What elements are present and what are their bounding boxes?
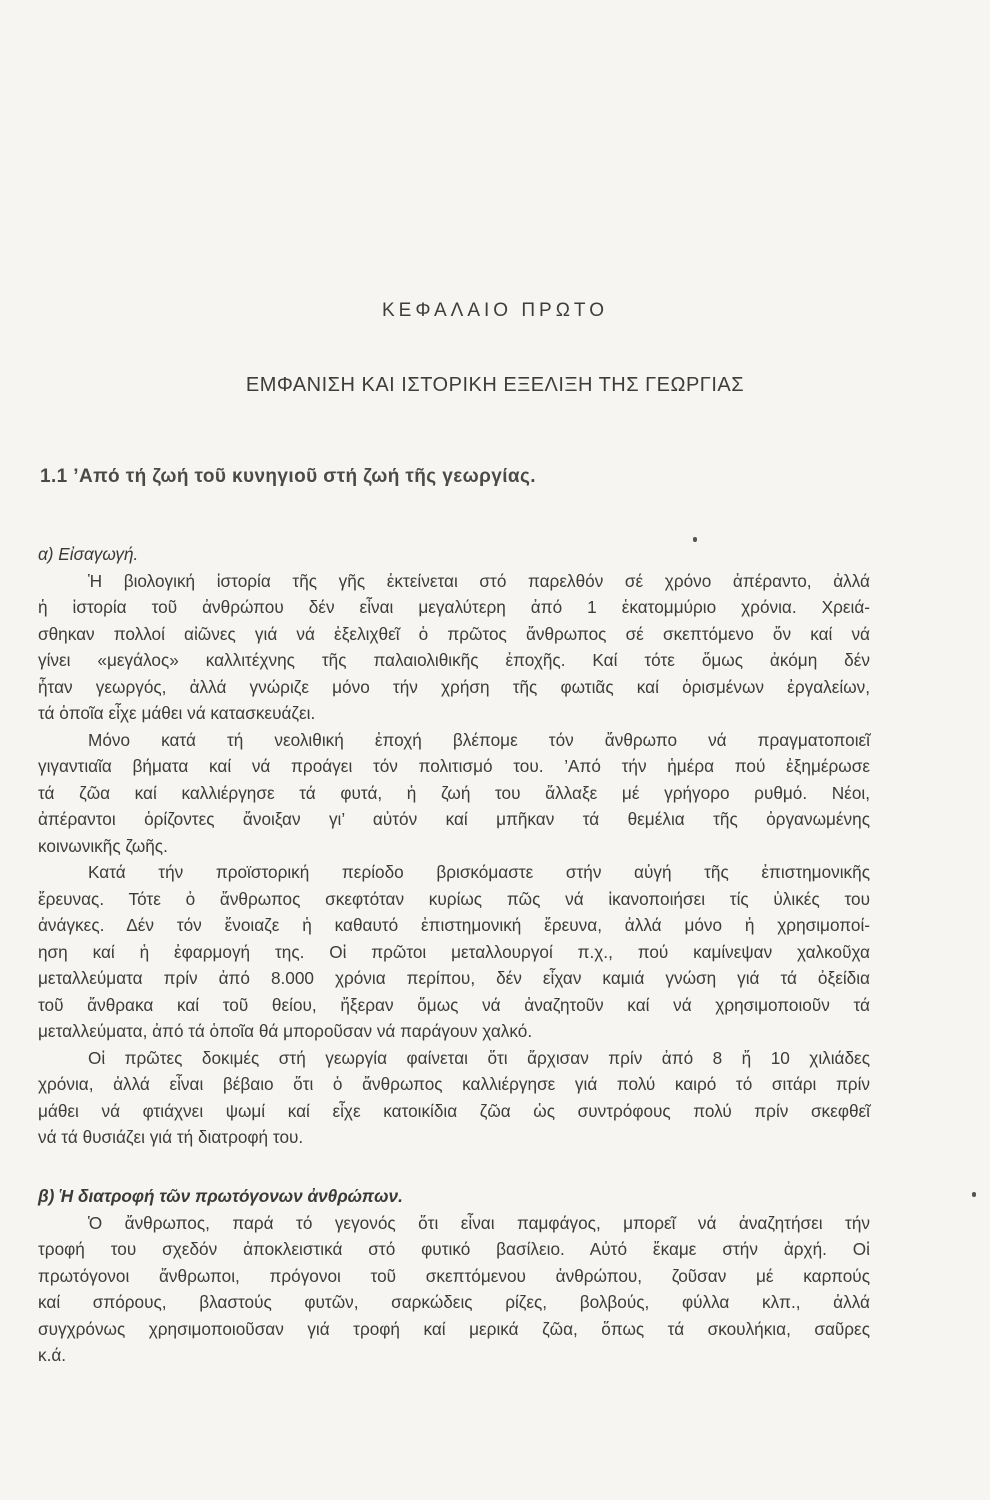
- paragraph-line: ἀπέραντοι ὁρίζοντες ἄνοιξαν γι’ αὐτόν καί μπῆκαν τά θεμέλια τῆς ὀργανωμένης: [38, 809, 870, 829]
- subsection-b: [38, 1183, 870, 1369]
- chapter-title: ΕΜΦΑΝΙΣΗ ΚΑΙ ΙΣΤΟΡΙΚΗ ΕΞΕΛΙΞΗ ΤΗΣ ΓΕΩΡΓΙΑΣ: [245, 374, 745, 396]
- paragraph-line: ηση καί ἡ ἐφαρμογή της. Οἱ πρῶτοι μεταλλουργοί π.χ., πού καμίνεψαν χαλκοῦχα: [38, 941, 870, 962]
- paragraph-line: ἦταν γεωργός, ἀλλά γνώριζε μόνο τήν χρήση τῆς φωτιᾶς καί ὁρισμένων ἐργαλείων,: [38, 676, 870, 697]
- paragraph-line: καί σπόρους, βλαστούς φυτῶν, σαρκώδεις ρίζες, βολβούς, φύλλα κλπ., ἀλλά: [38, 1292, 870, 1312]
- ink-speck: [693, 537, 697, 542]
- paragraph-line: τοῦ ἄνθρακα καί τοῦ θείου, ἤξεραν ὅμως νά ἀναζητοῦν καί νά χρησιμοποιοῦν τά: [38, 994, 870, 1015]
- paragraph-line: κοινωνικῆς ζωῆς.: [38, 835, 168, 856]
- paragraph-line: ἔρευνας. Τότε ὁ ἄνθρωπος σκεφτόταν κυρίως πῶς νά ἱκανοποιήσει τίς ὑλικές του: [38, 888, 870, 909]
- subsection-a: [38, 541, 870, 1151]
- paragraph-line: συγχρόνως χρησιμοποιοῦσαν γιά τροφή καί μερικά ζῶα, ὅπως τά σκουλήκια, σαῦρες: [38, 1318, 870, 1339]
- ink-speck: [972, 1192, 976, 1197]
- paragraph-line: σθηκαν πολλοί αἰῶνες γιά νά ἐξελιχθεῖ ὁ πρῶτος ἄνθρωπος σέ σκεπτόμενο ὄν καί νά: [38, 623, 870, 644]
- subsection-b-first-line: [38, 1183, 870, 1210]
- paragraph-line: πρωτόγονοι ἄνθρωποι, πρόγονοι τοῦ σκεπτόμενου ἀνθρώπου, ζοῦσαν μέ καρπούς: [38, 1265, 870, 1286]
- paragraph-line: Ἡ βιολογική ἱστορία τῆς γῆς ἐκτείνεται στό παρελθόν σέ χρόνο ἀπέραντο, ἀλλά: [88, 570, 870, 591]
- paragraph-line: μεταλλεύματα πρίν ἀπό 8.000 χρόνια περίπου, δέν εἶχαν καμιά γνώση γιά τά ὀξείδια: [38, 968, 870, 988]
- paragraph-line: Οἱ πρῶτες δοκιμές στή γεωργία φαίνεται ὅτι ἄρχισαν πρίν ἀπό 8 ἤ 10 χιλιάδες: [88, 1047, 870, 1068]
- section-heading: 1.1 ’Από τή ζωή τοῦ κυνηγιοῦ στή ζωή τῆς γεωργίας.: [40, 466, 536, 487]
- paragraph-line: χρόνια, ἀλλά εἶναι βέβαιο ὅτι ὁ ἄνθρωπος καλλιέργησε γιά πολύ καιρό τό σιτάρι πρίν: [38, 1074, 870, 1094]
- paragraph-line: μάθει νά φτιάχνει ψωμί καί εἶχε κατοικίδια ζῶα ὡς συντρόφους πολύ πρίν σκεφθεῖ: [38, 1100, 870, 1121]
- paragraph-line: μεταλλεύματα, ἀπό τά ὁποῖα θά μποροῦσαν νά παράγουν χαλκό.: [38, 1021, 533, 1041]
- paragraph-line: γίνει «μεγάλος» καλλιτέχνης τῆς παλαιολιθικῆς ἐποχῆς. Καί τότε ὅμως ἀκόμη δέν: [38, 650, 870, 670]
- paragraph-line: κ.ά.: [38, 1345, 67, 1365]
- paragraph-line: τροφή του σχεδόν ἀποκλειστικά στό φυτικό βασίλειο. Αὐτό ἔκαμε στήν ἀρχή. Οἱ: [38, 1239, 870, 1259]
- subsection-b-heading: β) Ἡ διατροφή τῶν πρωτόγονων ἀνθρώπων.: [38, 1186, 403, 1206]
- paragraph-line: τά ζῶα καί καλλιέργησε τά φυτά, ἡ ζωή του ἄλλαξε μέ γρήγορο ρυθμό. Νέοι,: [38, 782, 870, 803]
- paragraph-line: τά ὁποῖα εἶχε μάθει νά κατασκευάζει.: [38, 703, 316, 723]
- paragraph-line: ἀνάγκες. Δέν τόν ἔνοιαζε ἡ καθαυτό ἐπιστημονική ἔρευνα, ἀλλά μόνο ἡ χρησιμοποί-: [38, 915, 870, 935]
- subsection-a-first-line: [38, 541, 870, 568]
- chapter-label: ΚΕΦΑΛΑΙΟ ΠΡΩΤΟ: [382, 300, 608, 321]
- paragraph-line: Μόνο κατά τή νεολιθική ἐποχή βλέπομε τόν ἄνθρωπο νά πραγματοποιεῖ: [88, 729, 870, 750]
- paragraph-line: γιγαντιαῖα βήματα καί νά προάγει τόν πολιτισμό του. ’Από τήν ἡμέρα πού ἐξημέρωσε: [38, 756, 870, 776]
- paragraph-line: Ὁ ἄνθρωπος, παρά τό γεγονός ὅτι εἶναι παμφάγος, μπορεῖ νά ἀναζητήσει τήν: [88, 1212, 870, 1233]
- paragraph-line: ἡ ἱστορία τοῦ ἀνθρώπου δέν εἶναι μεγαλύτερη ἀπό 1 ἑκατομμύριο χρόνια. Χρειά-: [38, 597, 870, 617]
- subsection-a-heading: α) Εἰσαγωγή.: [38, 544, 139, 564]
- paragraph-line: Κατά τήν προϊστορική περίοδο βρισκόμαστε στήν αὐγή τῆς ἐπιστημονικῆς: [88, 862, 870, 882]
- paragraph-line: νά τά θυσιάζει γιά τή διατροφή του.: [38, 1127, 304, 1147]
